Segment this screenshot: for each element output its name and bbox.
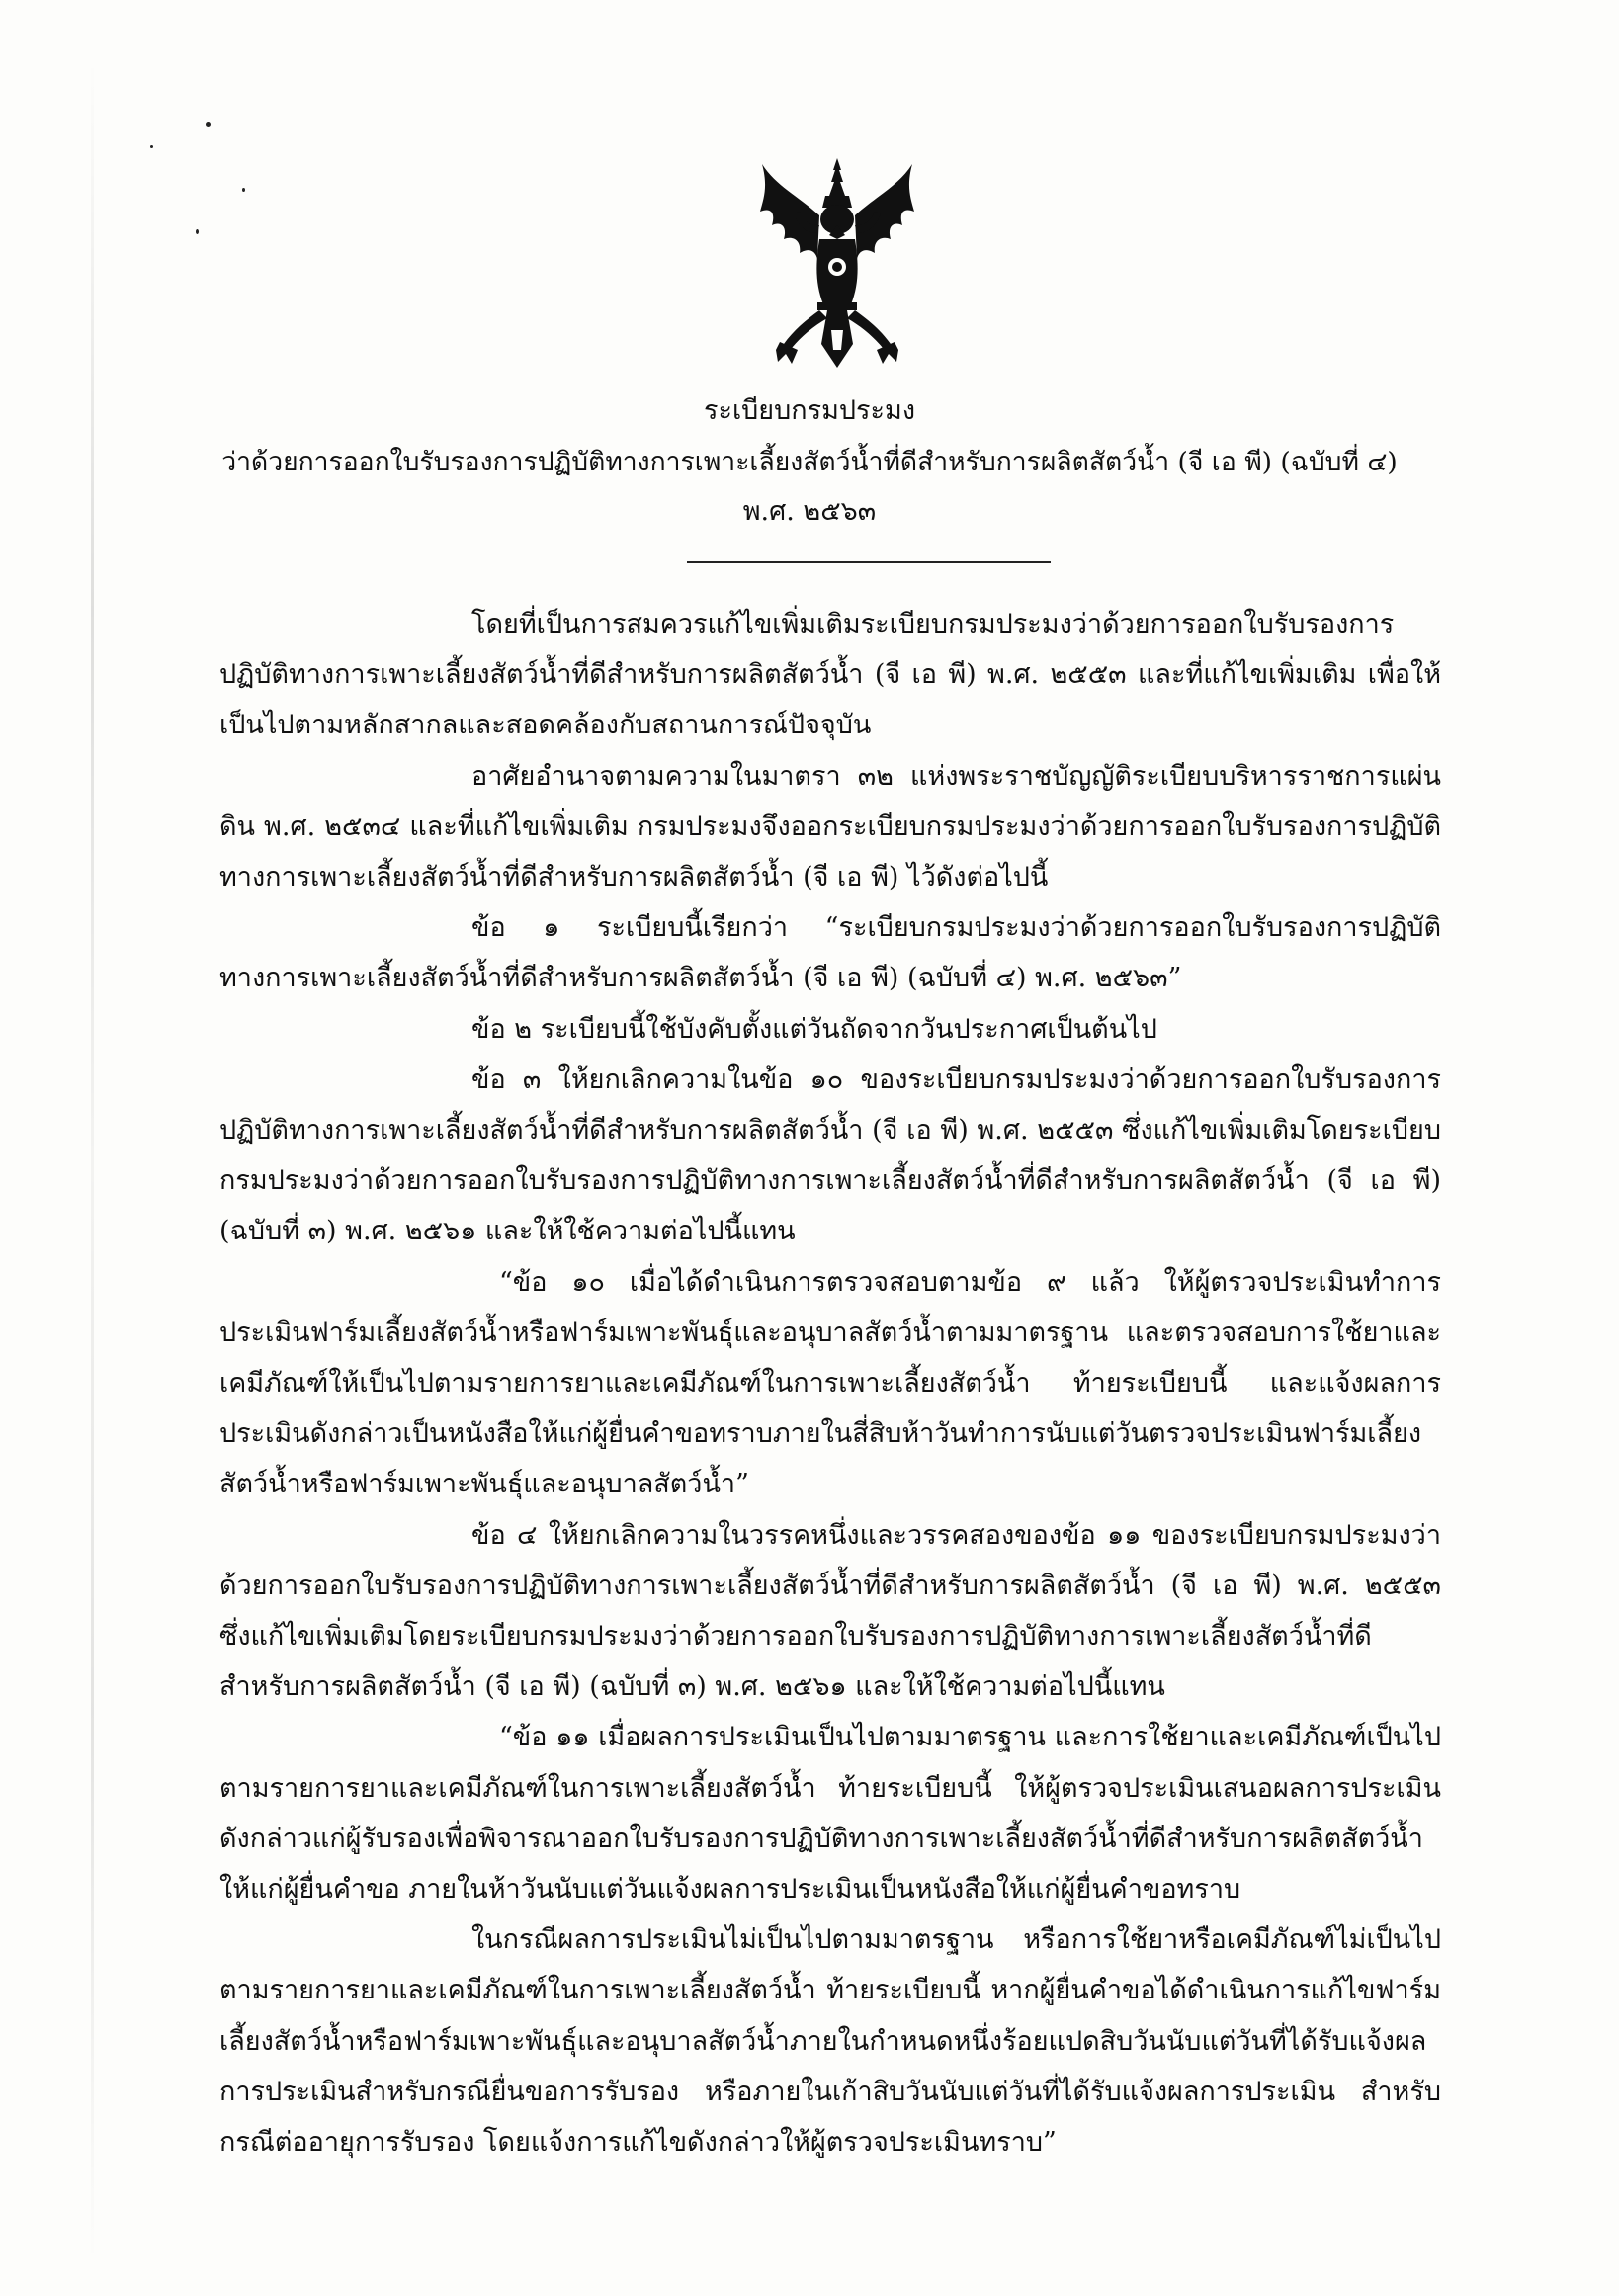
clause-4-paragraph: ข้อ ๔ ให้ยกเลิกความในวรรคหนึ่งและวรรคสองของข้อ ๑๑ ของระเบียบกรมประมงว่าด้วยการออกใบรับรองการปฏิบัติทางการเพาะเลี้ยงสัตว์น้ำที่ดีสำหรับการผลิตสัตว์น้ำ (จี เอ พี) พ.ศ. ๒๕๕๓ ซึ่งแก้ไขเพิ่มเติมโดยระเบียบกรมประมงว่าด้วยการออกใบรับรองการปฏิบัติทางการเพาะเลี้ยงสัตว์น้ำที่ดีสำหรับการผลิตสัตว์น้ำ (จี เอ พี) (ฉบับที่ ๓) พ.ศ. ๒๕๖๑ และให้ใช้ความต่อไปนี้แทน [219,1519,1441,1703]
preamble-paragraph: โดยที่เป็นการสมควรแก้ไขเพิ่มเติมระเบียบกรมประมงว่าด้วยการออกใบรับรองการปฏิบัติทางการเพาะเลี้ยงสัตว์น้ำที่ดีสำหรับการผลิตสัตว์น้ำ (จี เอ พี) พ.ศ. ๒๕๕๓ และที่แก้ไขเพิ่มเติม เพื่อให้เป็นไปตามหลักสากลและสอดคล้องกับสถานการณ์ปัจจุบัน [219,609,1441,741]
clause-3-paragraph: ข้อ ๓ ให้ยกเลิกความในข้อ ๑๐ ของระเบียบกรมประมงว่าด้วยการออกใบรับรองการปฏิบัติทางการเพาะเลี้ยงสัตว์น้ำที่ดีสำหรับการผลิตสัตว์น้ำ (จี เอ พี) พ.ศ. ๒๕๕๓ ซึ่งแก้ไขเพิ่มเติมโดยระเบียบกรมประมงว่าด้วยการออกใบรับรองการปฏิบัติทางการเพาะเลี้ยงสัตว์น้ำที่ดีสำหรับการผลิตสัตว์น้ำ (จี เอ พี) (ฉบับที่ ๓) พ.ศ. ๒๕๖๑ และให้ใช้ความต่อไปนี้แทน [219,1063,1441,1247]
garuda-emblem-icon [758,156,916,372]
scan-speck [150,145,153,148]
document-title: ระเบียบกรมประมง [703,395,916,426]
document-body [219,599,1441,2168]
title-divider [687,561,1051,563]
document-year: พ.ศ. ๒๕๖๓ [742,496,877,527]
clause-2-paragraph: ข้อ ๒ ระเบียบนี้ใช้บังคับตั้งแต่วันถัดจากวันประกาศเป็นต้นไป [471,1013,1157,1045]
scan-speck [242,188,245,192]
clause-11-second-paragraph: ในกรณีผลการประเมินไม่เป็นไปตามมาตรฐาน หรือการใช้ยาหรือเคมีภัณฑ์ไม่เป็นไปตามรายการยาและเคมีภัณฑ์ในการเพาะเลี้ยงสัตว์น้ำ ท้ายระเบียบนี้ หากผู้ยื่นคำขอได้ดำเนินการแก้ไขฟาร์มเลี้ยงสัตว์น้ำหรือฟาร์มเพาะพันธุ์และอนุบาลสัตว์น้ำภายในกำหนดหนึ่งร้อยแปดสิบวันนับแต่วันที่ได้รับแจ้งผลการประเมินสำหรับกรณียื่นขอการรับรอง หรือภายในเก้าสิบวันนับแต่วันที่ได้รับแจ้งผลการประเมิน สำหรับกรณีต่ออายุการรับรอง โดยแจ้งการแก้ไขดังกล่าวให้ผู้ตรวจประเมินทราบ” [219,1924,1441,2159]
clause-10-quote-paragraph: “ข้อ ๑๐ เมื่อได้ดำเนินการตรวจสอบตามข้อ ๙ แล้ว ให้ผู้ตรวจประเมินทำการประเมินฟาร์มเลี้ยงสัตว์น้ำหรือฟาร์มเพาะพันธุ์และอนุบาลสัตว์น้ำตามมาตรฐาน และตรวจสอบการใช้ยาและเคมีภัณฑ์ให้เป็นไปตามรายการยาและเคมีภัณฑ์ในการเพาะเลี้ยงสัตว์น้ำ ท้ายระเบียบนี้ และแจ้งผลการประเมินดังกล่าวเป็นหนังสือให้แก่ผู้ยื่นคำขอทราบภายในสี่สิบห้าวันทำการนับแต่วันตรวจประเมินฟาร์มเลี้ยงสัตว์น้ำหรือฟาร์มเพาะพันธุ์และอนุบาลสัตว์น้ำ” [219,1266,1441,1500]
authority-paragraph: อาศัยอำนาจตามความในมาตรา ๓๒ แห่งพระราชบัญญัติระเบียบบริหารราชการแผ่นดิน พ.ศ. ๒๕๓๔ และที่แก้ไขเพิ่มเติม กรมประมงจึงออกระเบียบกรมประมงว่าด้วยการออกใบรับรองการปฏิบัติทางการเพาะเลี้ยงสัตว์น้ำที่ดีสำหรับการผลิตสัตว์น้ำ (จี เอ พี) ไว้ดังต่อไปนี้ [219,760,1441,893]
clause-11-quote-paragraph: “ข้อ ๑๑ เมื่อผลการประเมินเป็นไปตามมาตรฐาน และการใช้ยาและเคมีภัณฑ์เป็นไปตามรายการยาและเคมีภัณฑ์ในการเพาะเลี้ยงสัตว์น้ำ ท้ายระเบียบนี้ ให้ผู้ตรวจประเมินเสนอผลการประเมินดังกล่าวแก่ผู้รับรองเพื่อพิจารณาออกใบรับรองการปฏิบัติทางการเพาะเลี้ยงสัตว์น้ำที่ดีสำหรับการผลิตสัตว์น้ำให้แก่ผู้ยื่นคำขอ ภายในห้าวันนับแต่วันแจ้งผลการประเมินเป็นหนังสือให้แก่ผู้ยื่นคำขอทราบ [219,1722,1441,1906]
scan-speck [196,229,199,234]
document-subtitle: ว่าด้วยการออกใบรับรองการปฏิบัติทางการเพาะเลี้ยงสัตว์น้ำที่ดีสำหรับการผลิตสัตว์น้ำ (จี เอ พี) (ฉบับที่ ๔) [221,447,1398,477]
scan-speck [206,122,211,127]
scan-shadow [91,59,94,2263]
clause-1-paragraph: ข้อ ๑ ระเบียบนี้เรียกว่า “ระเบียบกรมประมงว่าด้วยการออกใบรับรองการปฏิบัติทางการเพาะเลี้ยงสัตว์น้ำที่ดีสำหรับการผลิตสัตว์น้ำ (จี เอ พี) (ฉบับที่ ๔) พ.ศ. ๒๕๖๓” [219,912,1441,994]
